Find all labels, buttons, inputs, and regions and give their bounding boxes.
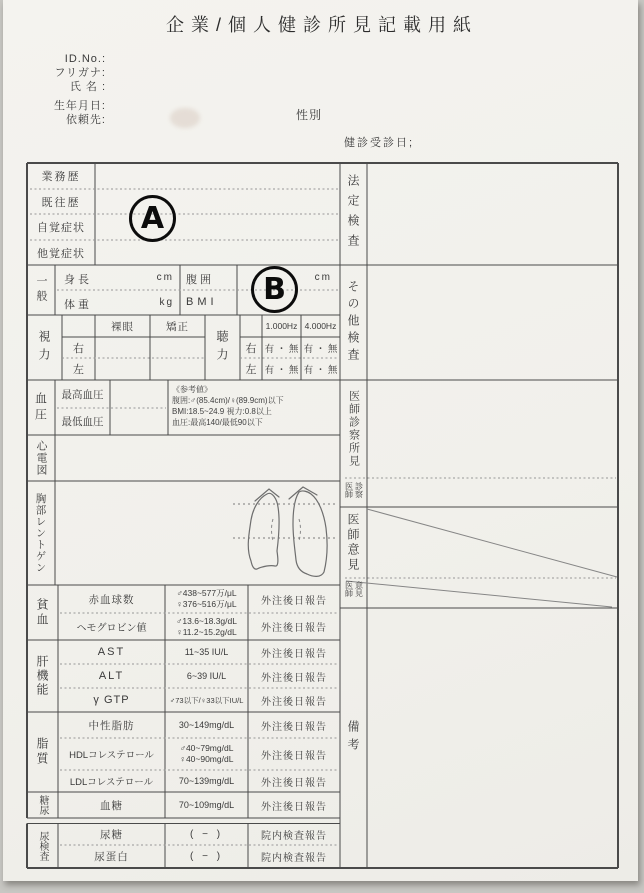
lab-range-alt: 6~39 IU/L [186, 671, 227, 681]
lab-range-ggtp: ♂73以下/♀33以下IU/L [169, 695, 244, 705]
lab-report-alt: 外注後日報告 [261, 672, 327, 684]
systolic-label: 最高血圧 [61, 388, 104, 401]
lab-name-ggtp: γ GTP [93, 694, 130, 706]
diabetes-group-label: 糖尿 [37, 795, 48, 815]
weight-label: 体重 [64, 299, 92, 311]
weight-unit: kg [159, 297, 174, 308]
lab-report-urine-protein: 院内検査報告 [261, 853, 327, 864]
lipid-group-label: 脂質 [35, 737, 49, 767]
objective-symptoms-label: 他覚症状 [37, 247, 85, 260]
other-exam-label: その他検査 [346, 280, 360, 365]
lab-name-urine-protein: 尿蛋白 [94, 851, 129, 863]
hearing-right-label: 右 [245, 342, 257, 355]
lab-range-ldl: 70~139mg/dL [178, 776, 235, 786]
waist-label: 腹囲 [186, 274, 214, 286]
vision-left-label: 左 [73, 364, 84, 376]
hearing-group-label: 聴力 [215, 329, 229, 366]
hearing-freq2-header: 4.000Hz [304, 321, 337, 331]
height-unit: cm [156, 272, 174, 283]
lab-name-hdl: HDLコレステロール [69, 750, 154, 761]
bp-ref-waist: 腹囲:♂(85.4cm)/♀(89.9cm)以下 [172, 396, 284, 405]
subjective-symptoms-label: 自覚症状 [37, 222, 85, 234]
lab-report-glucose: 外注後日報告 [261, 801, 327, 813]
lab-range-ast: 11~35 IU/L [184, 647, 229, 657]
name-label: 氏 名 : [69, 80, 106, 93]
hearing-left-4k-choice: 有 ・ 無 [303, 365, 338, 376]
lab-report-hemoglobin: 外注後日報告 [261, 623, 327, 634]
legal-exam-label: 法定検査 [346, 174, 360, 254]
lab-name-ldl: LDLコレステロール [69, 777, 154, 788]
lab-report-hdl: 外注後日報告 [261, 750, 327, 762]
lab-range-rbc-male: ♂438~577万/μL [176, 588, 237, 599]
corrected-header: 矯正 [166, 320, 189, 333]
diastolic-label: 最低血圧 [61, 416, 104, 428]
annotation-circle-a [129, 195, 176, 242]
ecg-group-label: 心電図 [35, 440, 47, 476]
exam-date-label: 健診受診日; [344, 137, 415, 149]
lab-range-rbc [165, 585, 248, 613]
liver-group-label: 肝機能 [35, 655, 49, 697]
vision-right-label: 右 [73, 342, 84, 355]
bp-reference-values [172, 384, 337, 428]
lab-name-ast: AST [97, 646, 126, 658]
hearing-left-1k-choice: 有 ・ 無 [264, 365, 299, 376]
doctor-opinion-label: 医師意見 [346, 512, 360, 573]
naked-eye-header: 裸眼 [111, 320, 134, 333]
lab-range-hdl-female: ♀40~90mg/dL [179, 754, 234, 764]
anemia-group-label: 貧血 [35, 597, 49, 628]
lab-name-urine-sugar: 尿糖 [100, 828, 123, 841]
doctor-findings-label: 医師診察所見 [347, 390, 360, 468]
lab-name-hemoglobin: ヘモグロビン値 [76, 623, 147, 634]
lab-report-ldl: 外注後日報告 [261, 777, 327, 789]
lab-name-rbc: 赤血球数 [88, 593, 135, 606]
lab-range-triglyceride: 30~149mg/dL [178, 720, 235, 730]
lab-range-hdl [165, 738, 248, 770]
furigana-label: フリガナ: [54, 66, 106, 79]
past-history-label: 既往歴 [41, 196, 81, 209]
bmi-label: BMI [186, 296, 218, 308]
page-title: 企業/個人健診所見記載用紙 [166, 15, 478, 35]
lab-name-glucose: 血糖 [100, 799, 123, 812]
bp-ref-title: 《参考値》 [172, 385, 212, 394]
bp-ref-bp: 血圧:最高140/最低90以下 [172, 418, 263, 427]
lab-report-ast: 外注後日報告 [261, 648, 327, 660]
lab-name-triglyceride: 中性脂肪 [88, 719, 135, 732]
lab-range-hemoglobin [165, 613, 248, 640]
lab-report-urine-sugar: 院内検査報告 [261, 830, 327, 842]
hearing-left-label: 左 [245, 364, 257, 376]
id-no-label: ID.No.: [64, 53, 106, 65]
vision-group-label: 視力 [37, 329, 51, 366]
lab-range-hb-female: ♀11.2~15.2g/dL [176, 626, 237, 637]
lab-report-triglyceride: 外注後日報告 [261, 721, 327, 733]
hearing-right-4k-choice: 有 ・ 無 [303, 343, 338, 355]
lab-range-rbc-female: ♀376~516万/μL [176, 599, 237, 609]
general-group-label: 一般 [35, 275, 47, 305]
sex-label: 性別 [296, 108, 323, 122]
lung-sketch [225, 481, 339, 583]
lab-range-hb-male: ♂13.6~18.3g/dL [176, 615, 237, 626]
xray-group-label: 胸部レントゲン [34, 492, 47, 574]
hearing-right-1k-choice: 有 ・ 無 [264, 343, 299, 355]
lab-range-urine-protein: ( − ) [189, 851, 224, 862]
opinion-doctor-label: 意見医師 [344, 581, 364, 597]
lab-range-hdl-male: ♂40~79mg/dL [179, 743, 234, 754]
height-label: 身長 [64, 274, 92, 286]
lab-range-glucose: 70~109mg/dL [178, 800, 235, 810]
lab-name-alt: ALT [98, 670, 125, 682]
hearing-freq1-header: 1.000Hz [265, 321, 298, 331]
remarks-label: 備考 [346, 720, 360, 756]
annotation-b-letter: B [263, 272, 286, 307]
exam-doctor-label: 診察医師 [344, 482, 364, 498]
work-history-label: 業務歴 [41, 171, 81, 183]
annotation-a-letter: A [140, 201, 165, 236]
urine-group-label: 尿検査 [37, 830, 48, 861]
bp-ref-bmi-vision: BMI:18.5~24.9 視力:0.8以上 [172, 407, 272, 416]
birthdate-label: 生年月日: [53, 100, 106, 113]
client-label: 依頼先: [65, 114, 106, 127]
lab-report-rbc: 外注後日報告 [261, 595, 327, 607]
waist-unit: cm [314, 272, 332, 283]
lab-range-urine-sugar: ( − ) [189, 828, 224, 840]
lab-report-ggtp: 外注後日報告 [261, 696, 327, 708]
bp-group-label: 血圧 [33, 391, 48, 424]
